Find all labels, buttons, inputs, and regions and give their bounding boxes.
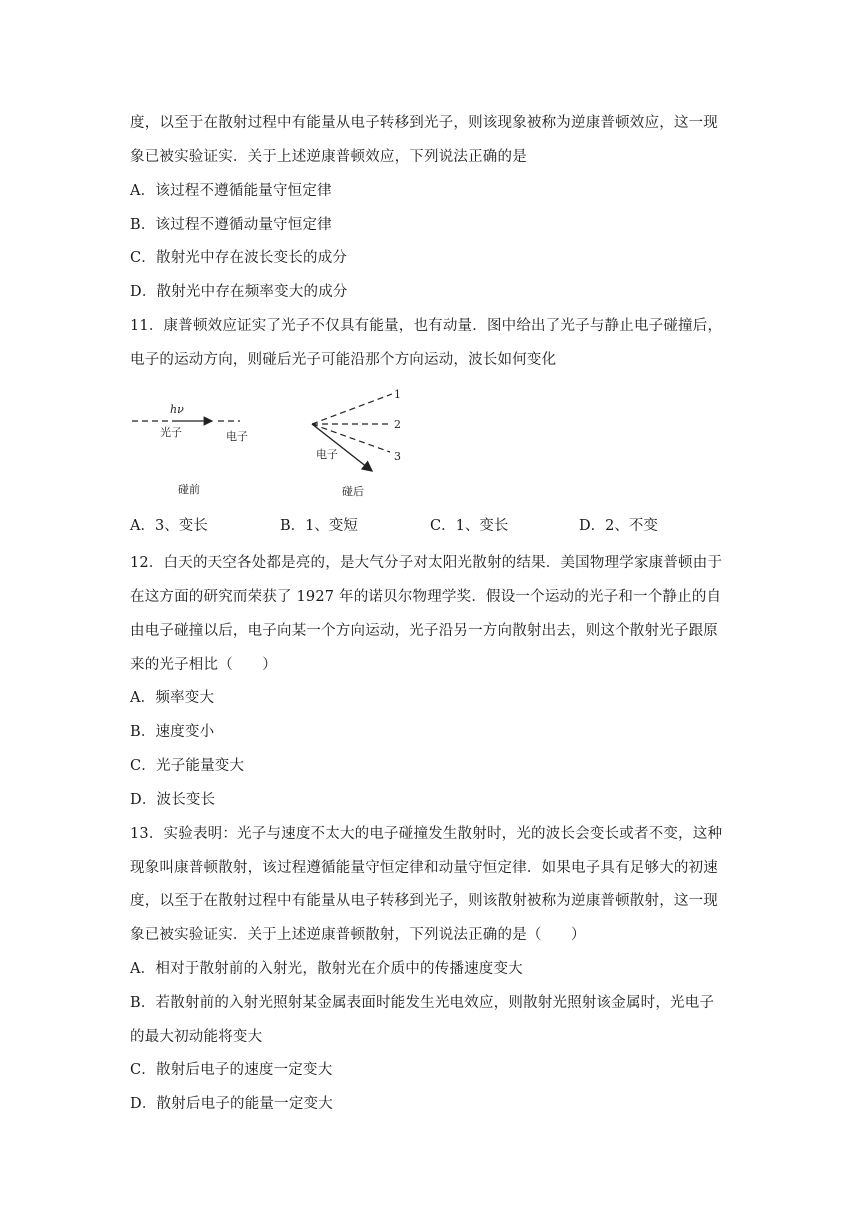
q11-options-row [130,514,750,538]
compton-scattering-diagram [130,378,430,503]
q11-option-c: C．1、变长 [430,518,509,534]
compton-scattering-figure [130,378,430,503]
q12-stem-line-3: 由电子碰撞以后，电子向某一个方向运动，光子沿另一方向散射出去，则这个散射光子跟原 [130,623,718,639]
q12-option-d: D．波长变长 [130,792,216,808]
q11-option-b: B．1、变短 [280,518,358,534]
electron-before-label: 电子 [226,430,248,443]
photon-label: 光子 [160,426,182,439]
q12-stem-line-4: 来的光子相比（ ） [130,657,277,673]
q10-option-a: A．该过程不遵循能量守恒定律 [130,183,332,199]
after-collision-label: 碰后 [342,485,364,498]
q10-option-b: B．该过程不遵循动量守恒定律 [130,217,332,233]
direction-2-label: 2 [394,418,401,431]
q13-stem-line-4: 象已被实验证实．关于上述逆康普顿散射，下列说法正确的是（ ） [130,927,586,943]
q12-stem-line-1: 12．白天的天空各处都是亮的，是大气分子对太阳光散射的结果．美国物理学家康普顿由于 [130,555,723,571]
q13-option-a: A．相对于散射前的入射光，散射光在介质中的传播速度变大 [130,961,523,977]
q11-option-d: D．2、不变 [579,518,658,534]
q12-option-a: A．频率变大 [130,690,215,706]
q12-stem-line-2: 在这方面的研究而荣获了 1927 年的诺贝尔物理学奖．假设一个运动的光子和一个静止的自 [130,589,722,605]
q12-option-c: C．光子能量变大 [130,758,245,774]
q11-stem-line-1: 11．康普顿效应证实了光子不仅具有能量，也有动量．图中给出了光子与静止电子碰撞后， [130,318,723,334]
before-collision-label: 碰前 [178,483,200,496]
q11-stem-line-2: 电子的运动方向，则碰后光子可能沿那个方向运动，波长如何变化 [130,352,557,368]
q13-option-c: C．散射后电子的速度一定变大 [130,1062,333,1078]
hv-label: hν [170,403,184,416]
q13-option-b-line-1: B．若散射前的入射光照射某金属表面时能发生光电效应，则散射光照射该金属时，光电子 [130,995,715,1011]
q13-stem-line-1: 13．实验表明：光子与速度不太大的电子碰撞发生散射时，光的波长会变长或者不变，这种 [130,826,723,842]
q10-stem-line-2: 象已被实验证实．关于上述逆康普顿效应，下列说法正确的是 [130,149,527,165]
q13-option-b-line-2: 的最大初动能将变大 [130,1029,263,1045]
direction-1-label: 1 [394,388,401,401]
q11-option-a: A．3、变长 [130,518,208,534]
q12-option-b: B．速度变小 [130,724,215,740]
direction-3-label: 3 [394,450,401,463]
q10-stem-line-1: 度，以至于在散射过程中有能量从电子转移到光子，则该现象被称为逆康普顿效应，这一现 [130,115,718,131]
q10-option-c: C．散射光中存在波长变长的成分 [130,250,348,266]
direction-1-line [312,394,392,424]
q13-option-d: D．散射后电子的能量一定变大 [130,1096,333,1112]
q10-option-d: D．散射光中存在频率变大的成分 [130,284,348,300]
electron-after-label: 电子 [316,448,338,461]
q13-stem-line-2: 现象叫康普顿散射，该过程遵循能量守恒定律和动量守恒定律．如果电子具有足够大的初速 [130,860,718,876]
q13-stem-line-3: 度，以至于在散射过程中有能量从电子转移到光子，则该散射被称为逆康普顿散射，这一现 [130,893,718,909]
